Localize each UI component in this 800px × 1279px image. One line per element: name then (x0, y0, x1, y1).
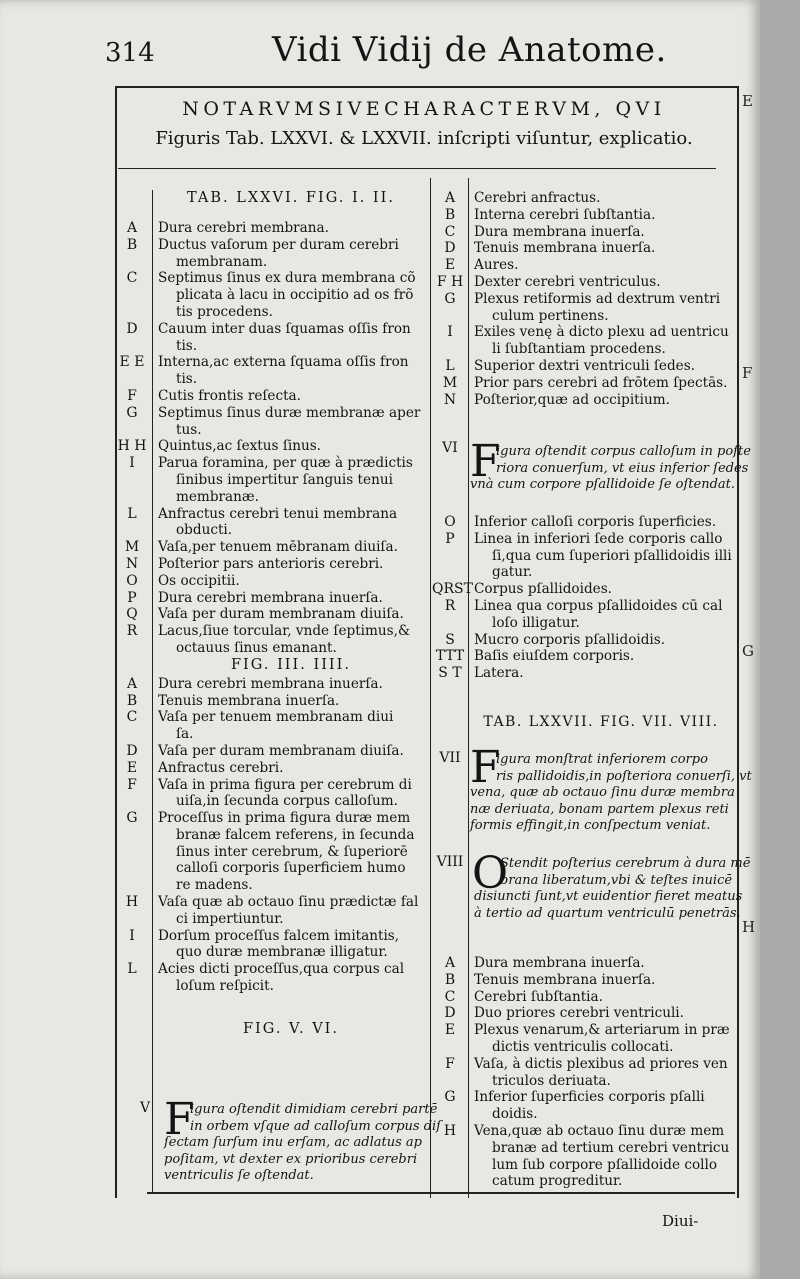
key-letter: I (447, 324, 453, 341)
description-line: Acies dicti proceſſus,qua corpus cal (158, 961, 405, 978)
key-entry (432, 1056, 732, 1090)
key-description (152, 388, 430, 405)
key-entry (432, 190, 732, 207)
key-letter: A (444, 190, 456, 206)
key-letter: G (126, 404, 138, 421)
key-entry (112, 606, 430, 623)
description-line: Vaſa quæ ab octauo ſinu prædictæ fal (158, 894, 419, 911)
key-letter: M (442, 374, 458, 391)
key-letter: E (126, 759, 138, 776)
right-heading-tab77: TAB. LXXVII. FIG. VII. VIII. (483, 714, 719, 730)
description-line: Cerebri anfractus. (474, 190, 601, 206)
description-line: Poſterior pars anterioris cerebri. (158, 555, 384, 572)
key-description (152, 438, 430, 455)
key-letter: L (127, 505, 137, 522)
key-entry (432, 257, 732, 274)
paragraph-line: igura oſtendit corpus calloſum in poſte (496, 444, 751, 459)
description-line: Vaſa per duram membranam diuiſa. (158, 742, 404, 759)
description-line: Poſterior,quæ ad occipitium. (474, 391, 670, 408)
description-line: Lacus,ſiue torcular, vnde ſeptimus,& (158, 623, 411, 640)
left-column (112, 190, 430, 1051)
key-entry (432, 1089, 732, 1123)
description-line: lum ſub corpore pſallidoide collo (492, 1156, 718, 1173)
key-description (468, 1056, 732, 1090)
description-line: membranæ. (176, 488, 259, 505)
right-para-vi-initial: F (470, 436, 501, 487)
key-entry (432, 955, 732, 972)
section-title-line1: NOTARVMSIVECHARACTERVM, QVI (182, 98, 666, 120)
key-description (468, 1005, 732, 1022)
key-entry (112, 354, 430, 388)
key-entry (432, 1123, 732, 1190)
description-line: membranam. (176, 253, 268, 270)
description-line: Exiles venę à dicto plexu ad uentricu (474, 324, 729, 341)
description-line: Mucro corporis pſallidoidis. (474, 631, 666, 648)
key-letter: O (126, 572, 138, 589)
right-para-vii (470, 752, 752, 835)
right-para-vi (470, 444, 751, 494)
key-entry (432, 240, 732, 257)
description-line: gatur. (492, 564, 533, 581)
description-line: octauus ſinus emanant. (176, 639, 337, 656)
description-line: Dura membrana inuerſa. (474, 955, 645, 971)
key-description (152, 220, 430, 237)
key-entry (112, 709, 430, 743)
key-description (152, 760, 430, 777)
description-line: uiſa,in ſecunda corpus calloſum. (176, 793, 398, 810)
description-line: Dexter cerebri ventriculus. (474, 273, 661, 290)
paragraph-line: brana liberatum,vbi & teſtes inuicē (500, 872, 733, 888)
key-letter: N (443, 391, 457, 408)
description-line: Interna cerebri ſubſtantia. (474, 206, 656, 223)
key-description (468, 291, 732, 325)
description-line: Duo priores cerebri ventriculi. (474, 1005, 684, 1022)
key-entry (112, 388, 430, 405)
description-line: Dura cerebri membrana inuerſa. (158, 589, 383, 606)
description-line: doidis. (492, 1106, 538, 1123)
description-line: Dura cerebri membrana. (158, 220, 329, 236)
key-entry (112, 237, 430, 271)
paragraph-line: à tertio ad quartum ventriculū penetrās. (474, 905, 741, 921)
right-para-viii-marker: VIII (436, 854, 464, 870)
paragraph-line: næ deriuata, bonam partem plexus reti (470, 801, 729, 817)
description-line: triculos deriuata. (492, 1072, 611, 1089)
key-description (468, 240, 732, 257)
key-letter: A (126, 220, 138, 236)
key-description (468, 257, 732, 274)
description-line: Vaſa per duram membranam diuiſa. (158, 606, 404, 623)
key-entry (432, 207, 732, 224)
key-description (468, 375, 732, 392)
key-letter: F (127, 776, 137, 793)
key-description (152, 539, 430, 556)
key-letter: QRST (432, 581, 473, 598)
key-entry (112, 743, 430, 760)
key-entry (432, 392, 732, 409)
key-entry (432, 324, 732, 358)
description-line: Parua foramina, per quæ à prædictis (158, 455, 413, 472)
key-description (468, 392, 732, 409)
description-line: li ſubſtantiam procedens. (492, 341, 666, 358)
description-line: plicata à lacu in occipitio ad os frõ (176, 287, 414, 304)
key-entry (112, 894, 430, 928)
paragraph-line: igura oſtendit dimidiam cerebri partē (190, 1102, 438, 1117)
key-description (152, 777, 430, 811)
key-entry (432, 989, 732, 1006)
description-line: Tenuis membrana inuerſa. (474, 240, 656, 257)
paragraph-line: igura monſtrat inferiorem corpo (496, 752, 708, 767)
key-description (468, 1089, 732, 1123)
description-line: Latera. (474, 665, 524, 682)
left-key-list-2 (112, 676, 430, 995)
description-line: branæ falcem referens, in ſecunda (176, 826, 415, 843)
description-line: re madens. (176, 877, 253, 894)
description-line: Septimus ſinus ex dura membrana cõ (158, 270, 416, 287)
description-line: Cerebri ſubſtantia. (474, 988, 603, 1005)
description-line: loſum reſpicit. (176, 978, 274, 995)
description-line: dictis ventriculis collocati. (492, 1038, 674, 1055)
key-entry (432, 598, 732, 632)
description-line: Vena,quæ ab octauo ſinu duræ mem (474, 1122, 725, 1139)
key-letter: F H (436, 273, 464, 290)
description-line: catum progreditur. (492, 1173, 623, 1190)
key-letter: O (444, 514, 456, 530)
description-line: loſo illigatur. (492, 614, 580, 631)
margin-letter-e: E (742, 92, 753, 110)
key-letter: M (124, 539, 140, 556)
key-letter: F (127, 387, 137, 404)
right-key-list-2 (432, 514, 732, 682)
key-description (152, 709, 430, 743)
description-line: Os occipitii. (158, 572, 240, 589)
description-line: Prior pars cerebri ad frōtem ſpectās. (474, 374, 728, 391)
key-description (152, 810, 430, 894)
key-entry (112, 438, 430, 455)
description-line: Interna,ac externa ſquama oſſis fron (158, 354, 409, 371)
key-letter: Q (126, 606, 138, 623)
description-line: ſinibus impertitur ſanguis tenui (176, 471, 393, 488)
key-letter: L (445, 357, 455, 374)
key-entry (432, 514, 732, 531)
key-description (468, 224, 732, 241)
key-entry (112, 220, 430, 237)
paragraph-line: in orbem vſque ad calloſum corpus diſ (190, 1118, 441, 1134)
key-letter: B (126, 692, 138, 709)
left-heading-fig3-4: FIG. III. IIII. (231, 656, 351, 673)
key-entry (432, 224, 732, 241)
description-line: Linea qua corpus pſallidoides cū cal (474, 597, 723, 614)
key-description (468, 632, 732, 649)
description-line: obducti. (176, 522, 233, 539)
running-title: Vidi Vidij de Anatome. (272, 30, 667, 70)
paragraph-line: ventriculis ſe oſtendat. (164, 1168, 314, 1184)
key-entry (432, 358, 732, 375)
description-line: Baſis eiuſdem corporis. (474, 648, 635, 665)
key-description (152, 743, 430, 760)
key-entry (112, 270, 430, 320)
right-key-list-1 (432, 190, 732, 408)
description-line: culum pertinens. (492, 307, 609, 324)
description-line: tis. (176, 371, 198, 388)
right-para-vii-initial: F (470, 742, 501, 793)
description-line: calloſi corporis ſuperficiem humo (176, 860, 406, 877)
description-line: Anfractus cerebri tenui membrana (158, 505, 398, 522)
description-line: tis. (176, 337, 198, 354)
key-entry (112, 928, 430, 962)
key-letter: B (444, 206, 456, 223)
description-line: Cutis frontis reſecta. (158, 387, 301, 404)
key-letter: P (445, 530, 455, 547)
description-line: ſi,qua cum ſuperiori pſallidoidis illi (492, 547, 732, 564)
description-line: Aures. (474, 257, 519, 274)
key-entry (432, 274, 732, 291)
description-line: ſinus inter cerebrum, & ſuperiorē (176, 843, 408, 860)
key-entry (112, 961, 430, 995)
paragraph-line: ſectam ſurſum inu erſam, ac adlatus ap (164, 1135, 422, 1151)
key-description (152, 405, 430, 439)
description-line: branæ ad tertium cerebri ventricu (492, 1139, 730, 1156)
right-key-list-3 (432, 955, 732, 1190)
key-entry (112, 539, 430, 556)
key-letter: F (445, 1055, 455, 1072)
key-description (468, 207, 732, 224)
key-description (152, 455, 430, 505)
center-rule (430, 178, 431, 1198)
key-description (152, 894, 430, 928)
key-description (468, 274, 732, 291)
key-letter: H (443, 1122, 457, 1139)
description-line: Vaſa,per tenuem mēbranam diuiſa. (158, 539, 398, 556)
description-line: Inferior ſuperficies corporis pſalli (474, 1089, 705, 1106)
key-entry (112, 405, 430, 439)
key-letter: S T (438, 665, 462, 682)
margin-letter-f: F (742, 364, 753, 382)
key-entry (432, 972, 732, 989)
page-number: 314 (105, 38, 155, 68)
description-line: tus. (176, 421, 202, 438)
key-description (152, 693, 430, 710)
description-line: Cauum inter duas ſquamas oſſis fron (158, 320, 411, 337)
margin-letter-g: G (742, 642, 754, 660)
key-entry (432, 291, 732, 325)
key-entry (112, 573, 430, 590)
key-letter: G (444, 1089, 456, 1106)
key-entry (112, 810, 430, 894)
left-para-initial: F (164, 1094, 195, 1145)
description-line: quo duræ membranæ illigatur. (176, 944, 388, 961)
description-line: Plexus retiformis ad dextrum ventri (474, 290, 721, 307)
key-letter: TTT (435, 648, 465, 665)
left-para-marker: V (139, 1100, 151, 1116)
key-description (152, 506, 430, 540)
key-letter: P (127, 589, 137, 606)
description-line: Dura membrana inuerſa. (474, 223, 645, 240)
key-description (152, 270, 430, 320)
key-description (468, 955, 732, 972)
key-description (468, 648, 732, 665)
description-line: Ductus vaſorum per duram cerebri (158, 236, 399, 253)
right-para-viii (474, 856, 751, 922)
key-description (152, 928, 430, 962)
key-letter: L (127, 961, 137, 978)
right-para-viii-initial: O (472, 848, 509, 899)
key-letter: D (126, 320, 138, 337)
key-description (152, 606, 430, 623)
key-entry (112, 556, 430, 573)
description-line: Superior dextri ventriculi ſedes. (474, 357, 695, 374)
key-entry (112, 455, 430, 505)
key-entry (432, 648, 732, 665)
key-description (468, 324, 732, 358)
description-line: Vaſa, à dictis plexibus ad priores ven (474, 1055, 728, 1072)
bottom-rule (147, 1192, 735, 1194)
description-line: Inferior calloſi corporis ſuperficies. (474, 514, 717, 530)
key-letter: R (126, 623, 138, 640)
key-entry (112, 676, 430, 693)
description-line: Tenuis membrana inuerſa. (474, 971, 656, 988)
page-edge (760, 0, 800, 1279)
description-line: Septimus ſinus duræ membranæ aper (158, 404, 421, 421)
description-line: Anfractus cerebri. (158, 759, 284, 776)
description-line: Proceſſus in prima figura duræ mem (158, 810, 411, 827)
description-line: Linea in inferiori ſede corporis callo (474, 530, 723, 547)
key-letter: H H (117, 438, 147, 455)
description-line: Plexus venarum,& arteriarum in præ (474, 1022, 730, 1039)
paragraph-line: vnà cum corpore pſallidoide ſe oſtendat. (470, 477, 736, 493)
key-letter: H (125, 894, 139, 911)
key-letter: D (444, 1005, 456, 1022)
key-entry (432, 581, 732, 598)
key-description (152, 623, 430, 657)
key-description (152, 590, 430, 607)
key-entry (432, 1022, 732, 1056)
key-entry (432, 375, 732, 392)
key-description (468, 358, 732, 375)
key-letter: R (444, 597, 456, 614)
key-letter: E (444, 257, 456, 274)
key-description (468, 531, 732, 581)
left-heading-fig5-6: FIG. V. VI. (242, 1020, 340, 1037)
description-line: Quintus,ac ſextus ſinus. (158, 438, 321, 455)
key-description (152, 354, 430, 388)
key-entry (112, 760, 430, 777)
description-line: Vaſa in prima figura per cerebrum di (158, 776, 412, 793)
key-entry (112, 590, 430, 607)
key-letter: B (444, 971, 456, 988)
key-description (468, 1123, 732, 1190)
paragraph-line: vena, quæ ab octauo ſinu duræ membra (470, 785, 735, 801)
key-entry (112, 321, 430, 355)
key-description (152, 237, 430, 271)
description-line: Vaſa per tenuem membranam diui (158, 709, 394, 726)
key-description (468, 989, 732, 1006)
key-entry (432, 665, 732, 682)
section-title-line2: Figuris Tab. LXXVI. & LXXVII. inſcripti viſuntur, explicatio. (155, 128, 693, 149)
key-letter: C (444, 988, 456, 1005)
key-letter: C (126, 270, 138, 287)
key-entry (432, 632, 732, 649)
key-description (152, 321, 430, 355)
margin-letter-h: H (742, 918, 756, 936)
description-line: tis procedens. (176, 303, 273, 320)
description-line: Tenuis membrana inuerſa. (158, 692, 340, 709)
key-description (468, 581, 732, 598)
key-letter: I (129, 927, 135, 944)
paragraph-line: formis effingit,in conſpectum veniat. (470, 818, 711, 834)
paragraph-line: poſitam, vt dexter ex prioribus cerebri (164, 1151, 418, 1167)
left-figure-paragraph (164, 1102, 441, 1185)
left-heading-fig1-2: TAB. LXXVI. FIG. I. II. (187, 190, 395, 206)
key-entry (112, 506, 430, 540)
key-letter: N (125, 555, 139, 572)
key-entry (112, 623, 430, 657)
description-line: Dorſum proceſſus falcem imitantis, (158, 927, 400, 944)
key-letter: G (126, 810, 138, 827)
key-letter: B (126, 236, 138, 253)
key-description (152, 556, 430, 573)
description-line: Dura cerebri membrana inuerſa. (158, 675, 383, 692)
key-description (468, 972, 732, 989)
key-entry (432, 531, 732, 581)
description-line: Corpus pſallidoides. (474, 581, 612, 598)
key-letter: C (126, 709, 138, 726)
key-description (468, 514, 732, 531)
paragraph-line: disiuncti ſunt,vt euidentior fieret meatus (474, 889, 743, 905)
paragraph-line: Stendit poſterius cerebrum à dura mē (500, 856, 751, 871)
key-letter: C (444, 223, 456, 240)
key-entry (112, 693, 430, 710)
key-letter: I (129, 455, 135, 472)
key-entry (432, 1005, 732, 1022)
key-letter: G (444, 290, 456, 307)
left-key-list-1 (112, 220, 430, 657)
title-rule (118, 168, 716, 169)
key-description (468, 598, 732, 632)
catchword: Diui- (662, 1212, 699, 1230)
key-description (152, 676, 430, 693)
paragraph-line: ris pallidoidis,in poſteriora conuerſi, vt (496, 768, 752, 784)
key-letter: D (444, 240, 456, 257)
key-letter: A (126, 675, 138, 692)
paragraph-line: riora conuerſum, vt eius inferior ſedes (496, 460, 749, 476)
description-line: ci impertiuntur. (176, 910, 284, 927)
key-letter: A (444, 955, 456, 971)
key-description (152, 573, 430, 590)
description-line: ſa. (176, 726, 194, 743)
key-description (468, 665, 732, 682)
key-entry (112, 777, 430, 811)
key-description (468, 190, 732, 207)
key-description (468, 1022, 732, 1056)
key-letter: E E (119, 354, 145, 371)
key-description (152, 961, 430, 995)
key-letter: S (445, 631, 455, 648)
right-para-vi-marker: VI (442, 440, 458, 456)
key-letter: D (126, 742, 138, 759)
right-para-vii-marker: VII (439, 750, 461, 766)
key-letter: E (444, 1022, 456, 1039)
